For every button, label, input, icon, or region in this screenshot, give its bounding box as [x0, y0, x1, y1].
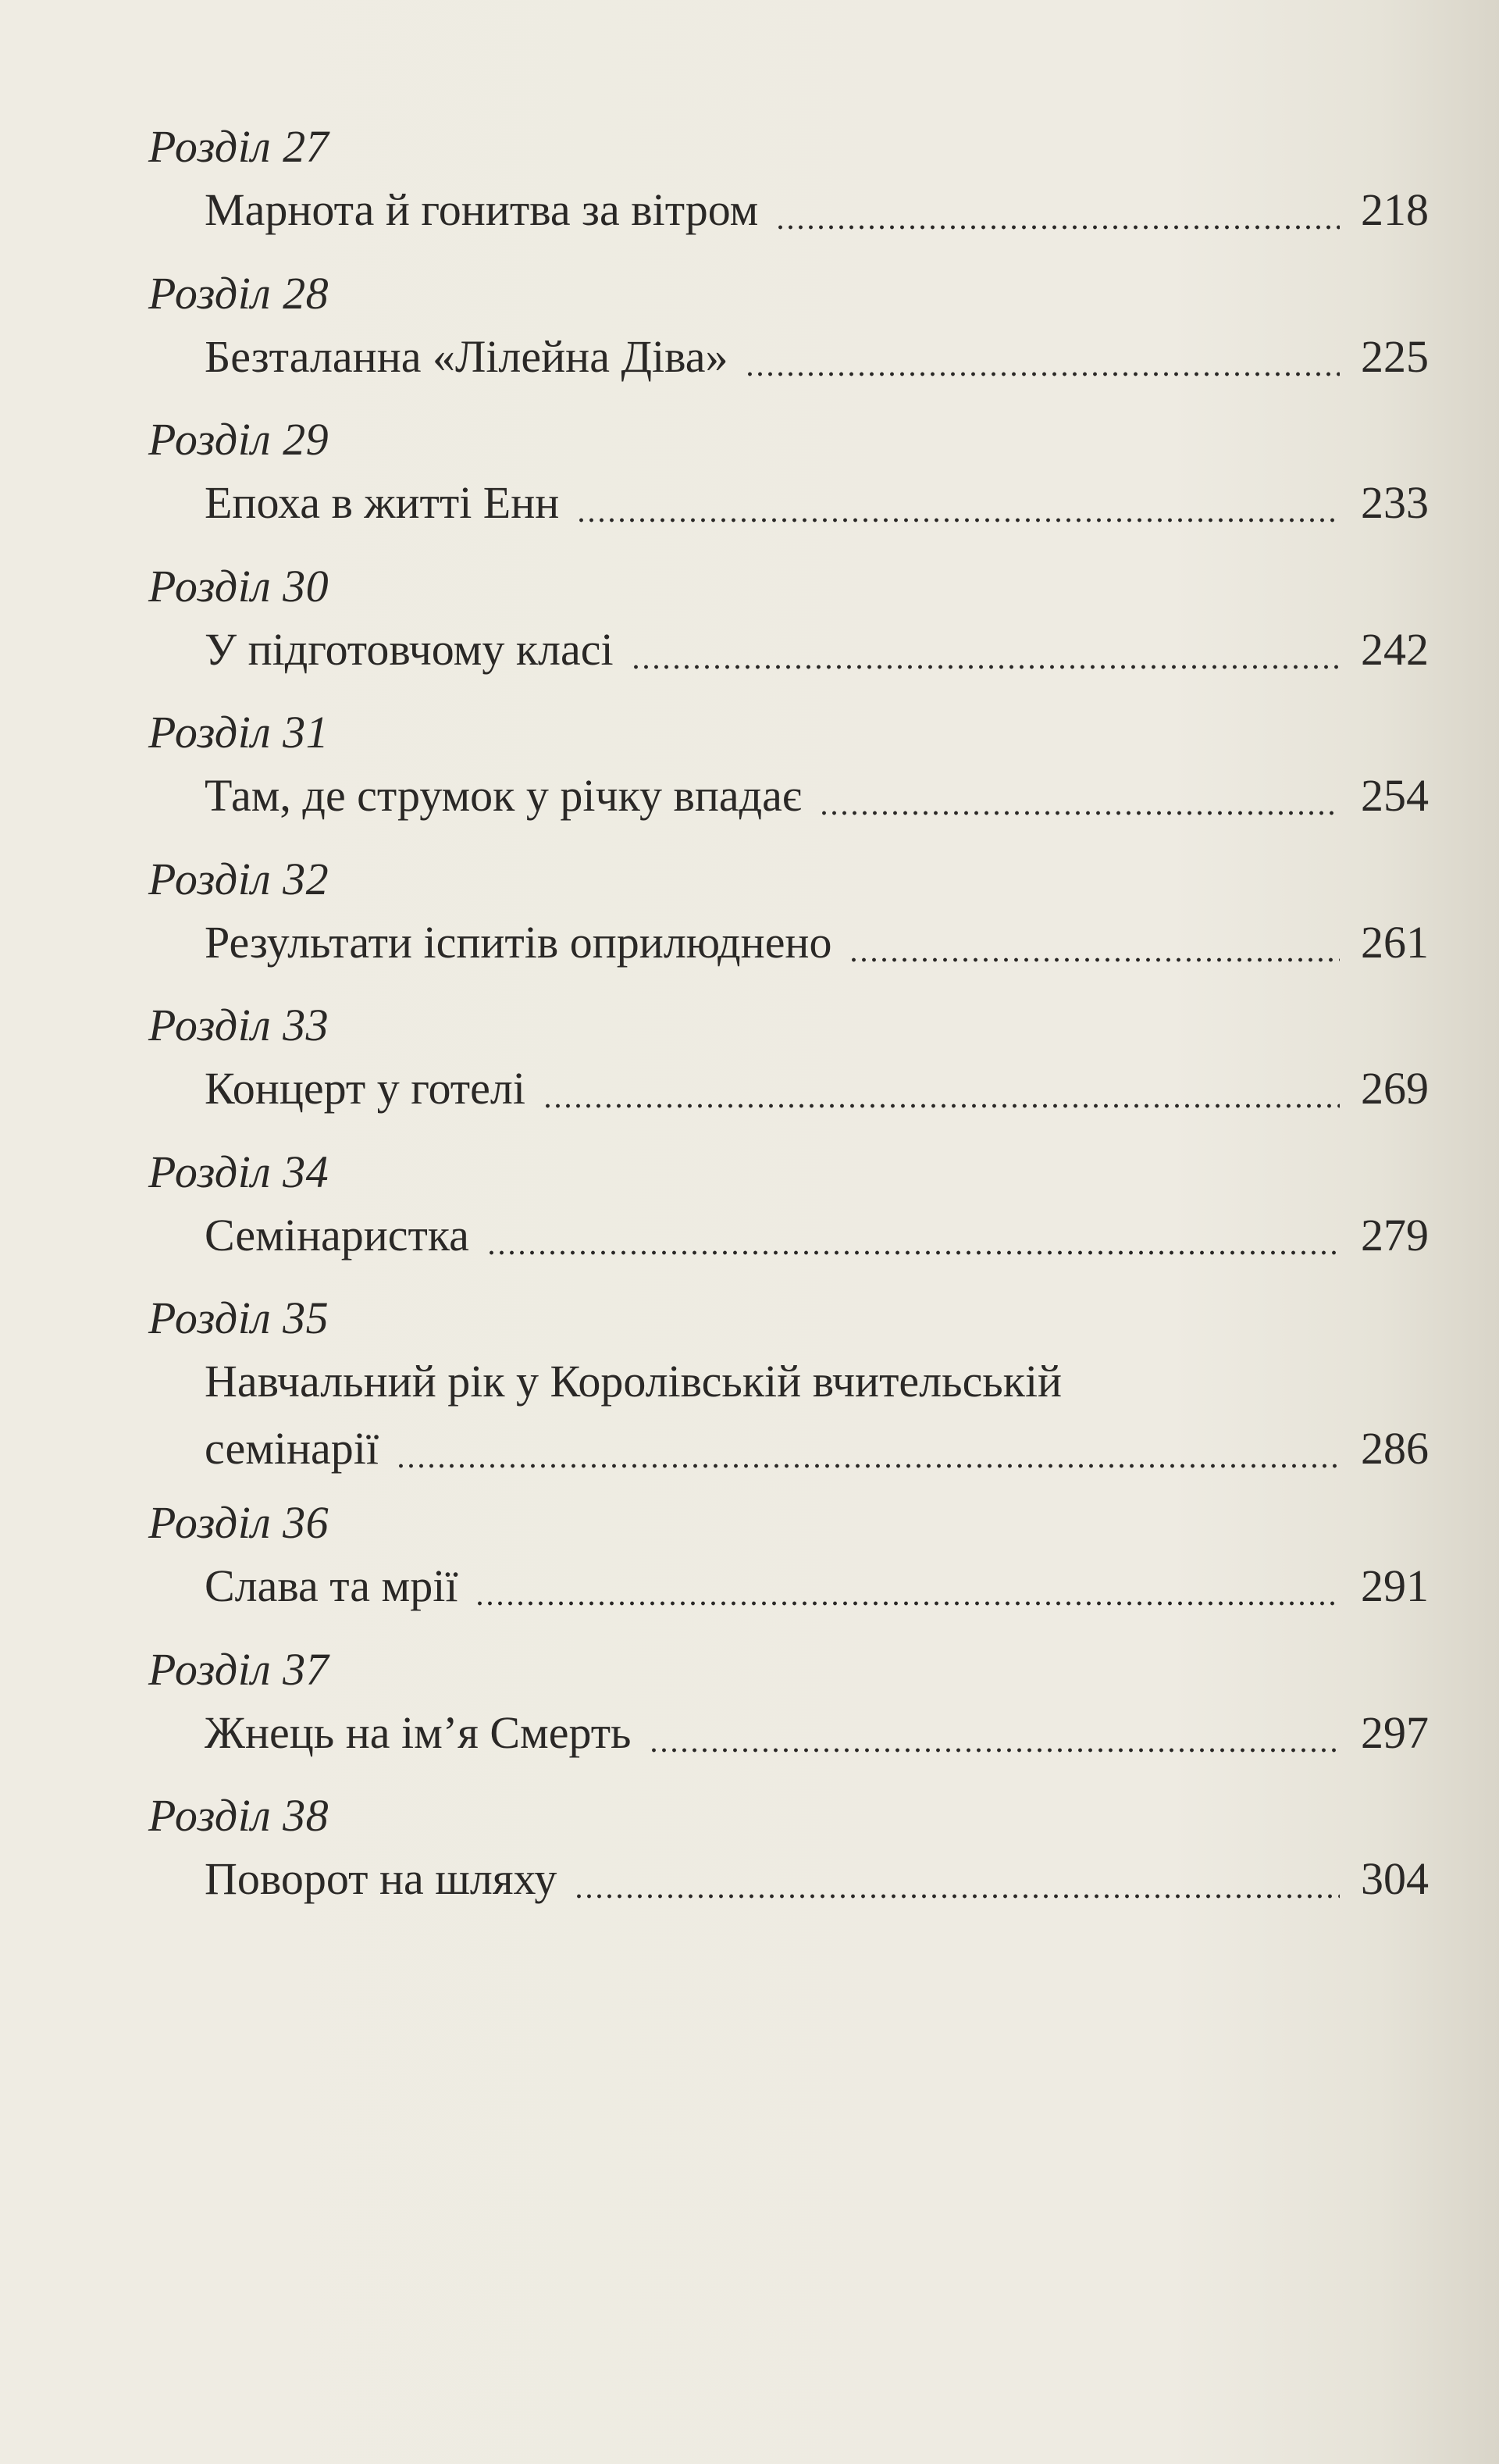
toc-entry	[148, 410, 1429, 557]
dot-leader	[576, 479, 1340, 524]
chapter-line	[148, 177, 1429, 244]
dot-leader	[745, 333, 1340, 378]
chapter-title: Результати іспитів оприлюднено	[205, 916, 832, 968]
toc-entry	[148, 1289, 1429, 1493]
chapter-title-line-1: Навчальний рік у Королівській вчительській	[205, 1356, 1063, 1407]
chapter-label: Розділ 31	[148, 707, 329, 758]
chapter-label: Розділ 30	[148, 560, 329, 612]
chapter-label: Розділ 37	[148, 1643, 329, 1695]
page-number: 233	[1361, 477, 1429, 528]
chapter-title-line-2: семінарії	[205, 1423, 379, 1474]
chapter-line	[148, 1202, 1429, 1269]
chapter-line	[148, 762, 1429, 829]
toc-entry	[148, 1786, 1429, 1933]
chapter-line	[148, 1699, 1429, 1767]
chapter-label: Розділ 36	[148, 1497, 329, 1548]
toc-entry	[148, 557, 1429, 704]
toc-entry	[148, 117, 1429, 264]
page-number: 279	[1361, 1209, 1429, 1261]
chapter-line	[148, 323, 1429, 390]
chapter-title: Слава та мрії	[205, 1560, 458, 1611]
toc-entry	[148, 264, 1429, 411]
chapter-line	[148, 909, 1429, 976]
chapter-title: У підготовчому класі	[205, 623, 614, 675]
page-number: 269	[1361, 1063, 1429, 1114]
chapter-title: Безталанна «Лілейна Діва»	[205, 330, 728, 382]
dot-leader	[849, 918, 1340, 964]
dot-leader	[819, 772, 1340, 817]
table-of-contents	[148, 117, 1429, 1933]
chapter-label: Розділ 27	[148, 121, 329, 172]
page-number: 254	[1361, 770, 1429, 821]
dot-leader	[486, 1211, 1340, 1257]
dot-leader	[475, 1562, 1340, 1607]
chapter-label: Розділ 28	[148, 267, 329, 319]
page-number: 304	[1361, 1853, 1429, 1904]
dot-leader	[574, 1855, 1340, 1900]
chapter-title: Жнець на ім’я Смерть	[205, 1706, 632, 1758]
dot-leader	[649, 1709, 1341, 1754]
chapter-label: Розділ 38	[148, 1790, 329, 1841]
page-number: 286	[1361, 1423, 1429, 1474]
chapter-title: Марнота й гонитва за вітром	[205, 184, 759, 235]
chapter-label: Розділ 33	[148, 1000, 329, 1050]
toc-entry	[148, 850, 1429, 997]
chapter-label: Розділ 32	[148, 853, 329, 904]
chapter-line	[148, 469, 1429, 537]
toc-entry	[148, 1640, 1429, 1787]
toc-entry	[148, 996, 1429, 1143]
chapter-title: Там, де струмок у річку впадає	[205, 770, 802, 821]
dot-leader	[631, 626, 1340, 671]
chapter-line	[148, 1055, 1429, 1122]
page-number: 218	[1361, 184, 1429, 235]
chapter-line	[148, 1845, 1429, 1913]
chapter-title: Поворот на шляху	[205, 1853, 557, 1904]
chapter-line	[148, 1415, 1429, 1482]
toc-entry	[148, 1143, 1429, 1289]
dot-leader	[396, 1425, 1340, 1470]
page-number: 261	[1361, 916, 1429, 968]
toc-entry	[148, 1493, 1429, 1640]
chapter-line	[148, 616, 1429, 683]
chapter-label: Розділ 34	[148, 1146, 329, 1197]
dot-leader	[543, 1064, 1340, 1110]
chapter-line	[148, 1553, 1429, 1620]
chapter-title: Концерт у готелі	[205, 1063, 525, 1114]
dot-leader	[775, 186, 1340, 231]
chapter-label: Розділ 29	[148, 414, 329, 465]
page-number: 291	[1361, 1560, 1429, 1611]
chapter-label: Розділ 35	[148, 1293, 329, 1343]
chapter-title: Семінаристка	[205, 1209, 469, 1261]
page-number: 225	[1361, 330, 1429, 382]
chapter-title: Епоха в житті Енн	[205, 477, 560, 528]
page-number: 242	[1361, 623, 1429, 675]
page-number: 297	[1361, 1706, 1429, 1758]
toc-entry	[148, 703, 1429, 850]
